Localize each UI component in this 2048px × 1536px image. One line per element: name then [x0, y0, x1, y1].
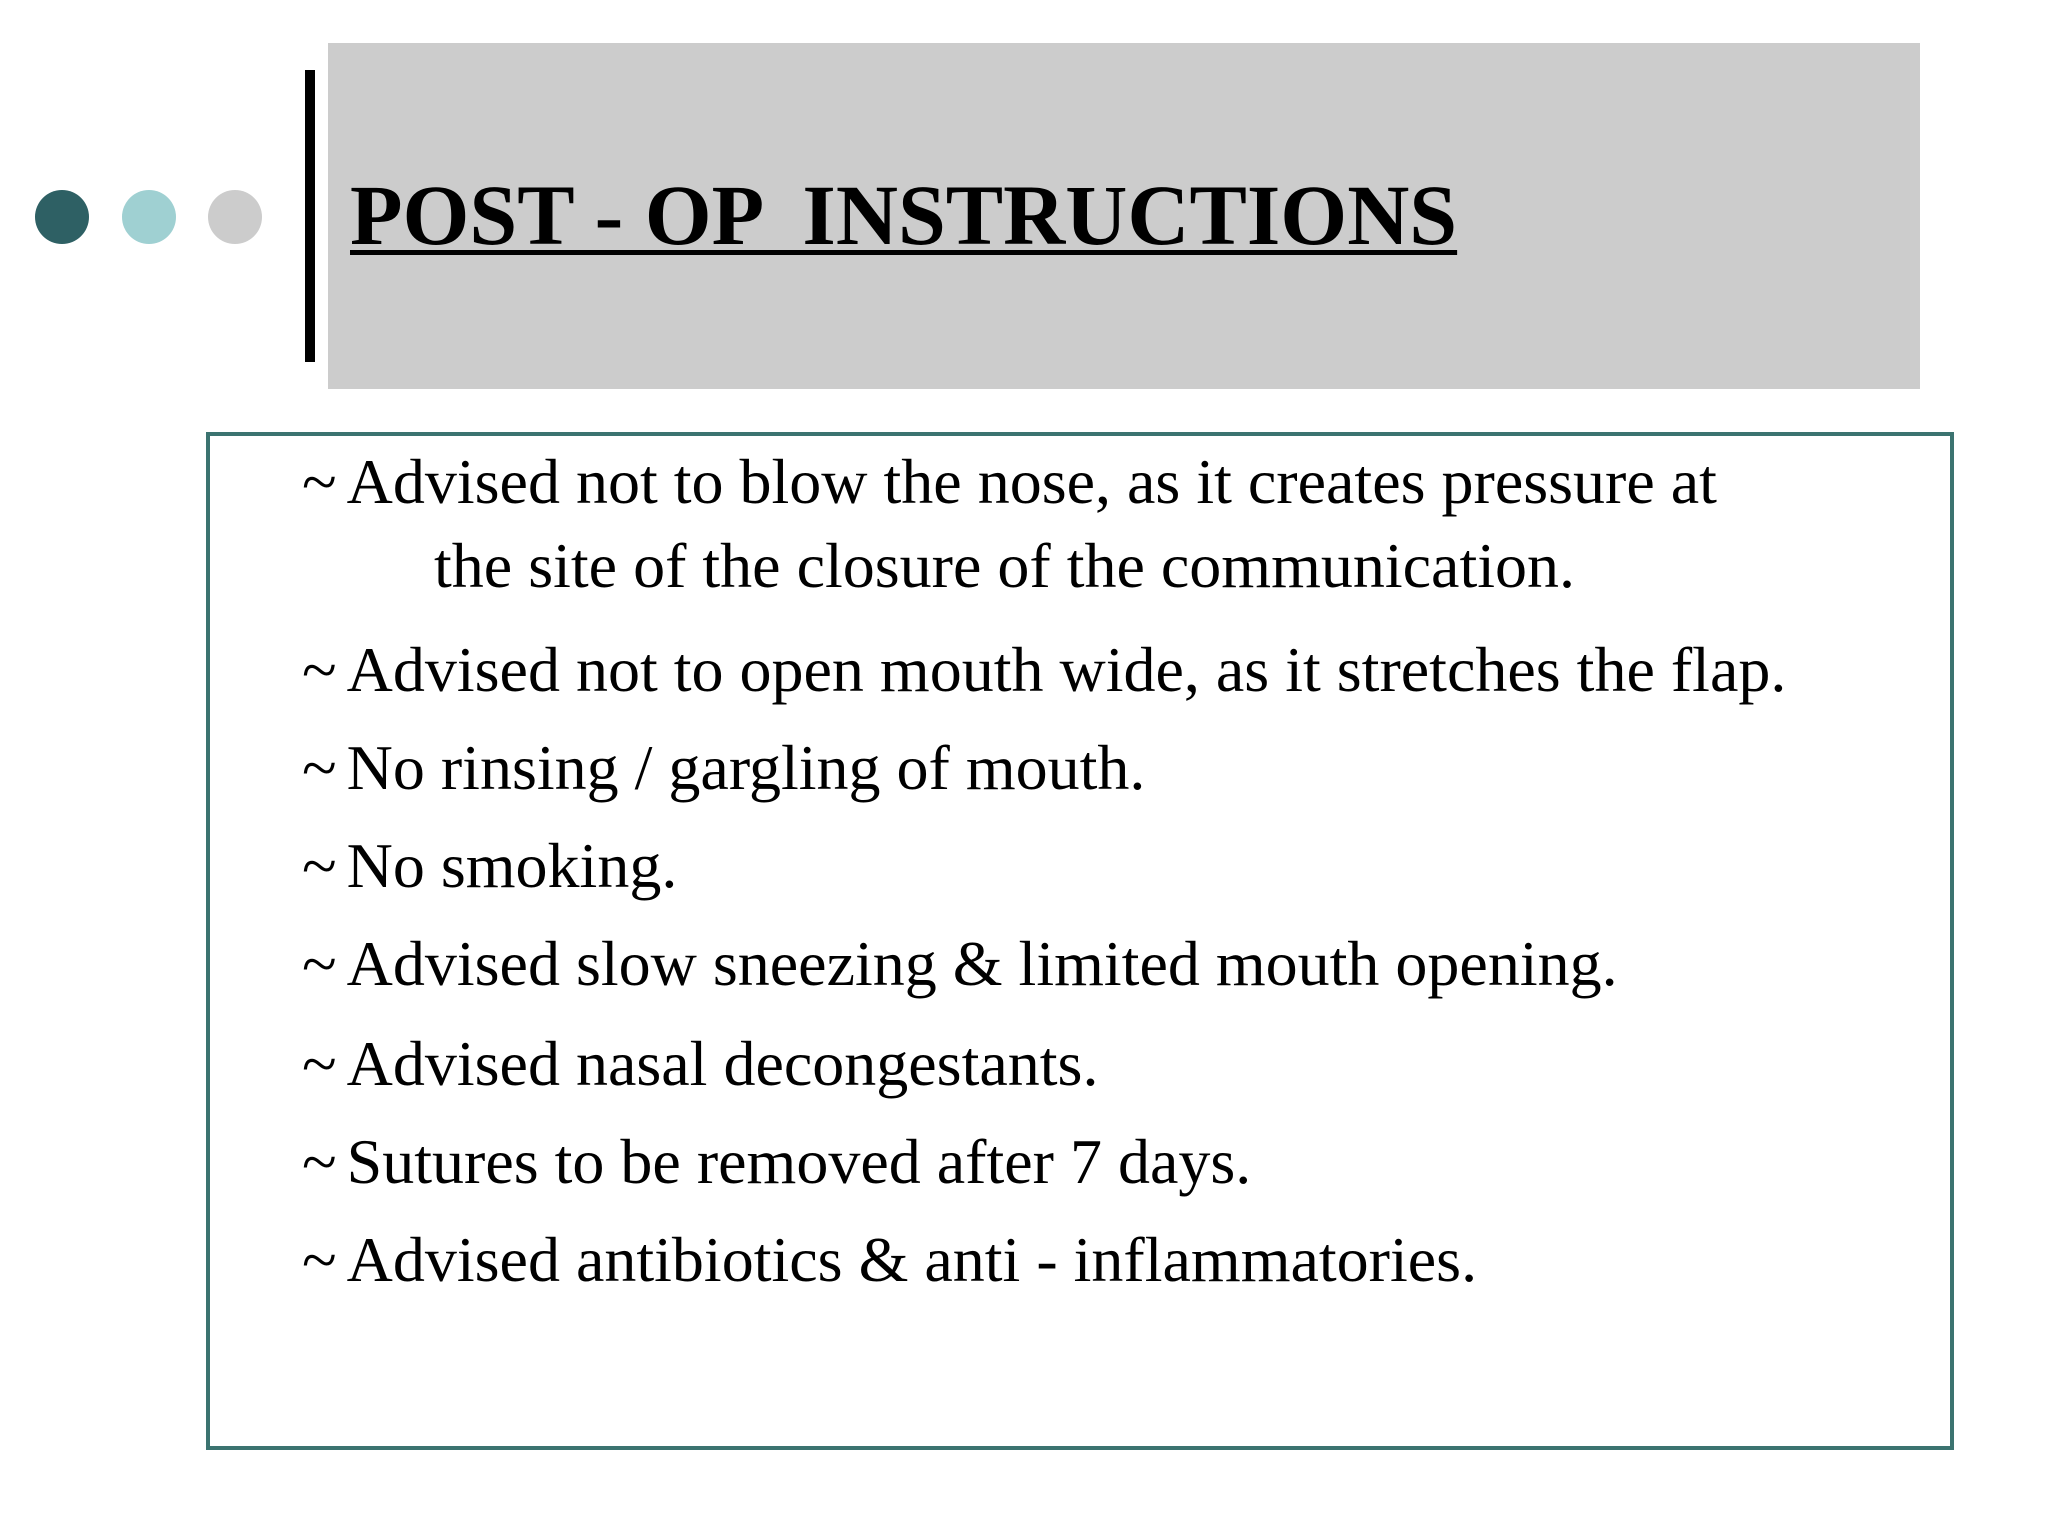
list-item-text: Advised antibiotics & anti - inflammatories. — [346, 1224, 1478, 1295]
slide-title: POST - OP INSTRUCTIONS — [350, 167, 1458, 263]
list-item-text: No smoking. — [346, 830, 678, 901]
list-item-text: the site of the closure of the communication. — [434, 530, 1575, 601]
list-item — [302, 1218, 1477, 1302]
bullet-marker: ~ — [302, 928, 337, 999]
decorative-dot-gray — [208, 190, 262, 244]
title-accent-bar — [305, 70, 315, 362]
list-item-text: Advised slow sneezing & limited mouth opening. — [346, 928, 1618, 999]
bullet-marker: ~ — [302, 830, 337, 901]
bullet-marker: ~ — [302, 634, 337, 705]
list-item — [302, 1022, 1098, 1106]
list-item-text: No rinsing / gargling of mouth. — [346, 732, 1146, 803]
list-item-text: Sutures to be removed after 7 days. — [346, 1126, 1252, 1197]
list-item-text: Advised not to open mouth wide, as it stretches the flap. — [346, 634, 1787, 705]
list-item-continuation — [302, 524, 1575, 608]
decorative-dot-light — [122, 190, 176, 244]
bullet-marker: ~ — [302, 1126, 337, 1197]
list-item — [302, 922, 1618, 1006]
bullet-marker: ~ — [302, 446, 337, 517]
list-item-text: Advised not to blow the nose, as it creates pressure at — [346, 446, 1717, 517]
list-item — [302, 824, 677, 908]
decorative-dot-dark — [35, 190, 89, 244]
bullet-marker: ~ — [302, 1224, 337, 1295]
list-item — [302, 726, 1145, 810]
list-item-text: Advised nasal decongestants. — [346, 1028, 1099, 1099]
list-item — [302, 1120, 1251, 1204]
list-item — [302, 440, 1717, 524]
bullet-marker: ~ — [302, 1028, 337, 1099]
bullet-marker: ~ — [302, 732, 337, 803]
list-item — [302, 628, 1786, 712]
